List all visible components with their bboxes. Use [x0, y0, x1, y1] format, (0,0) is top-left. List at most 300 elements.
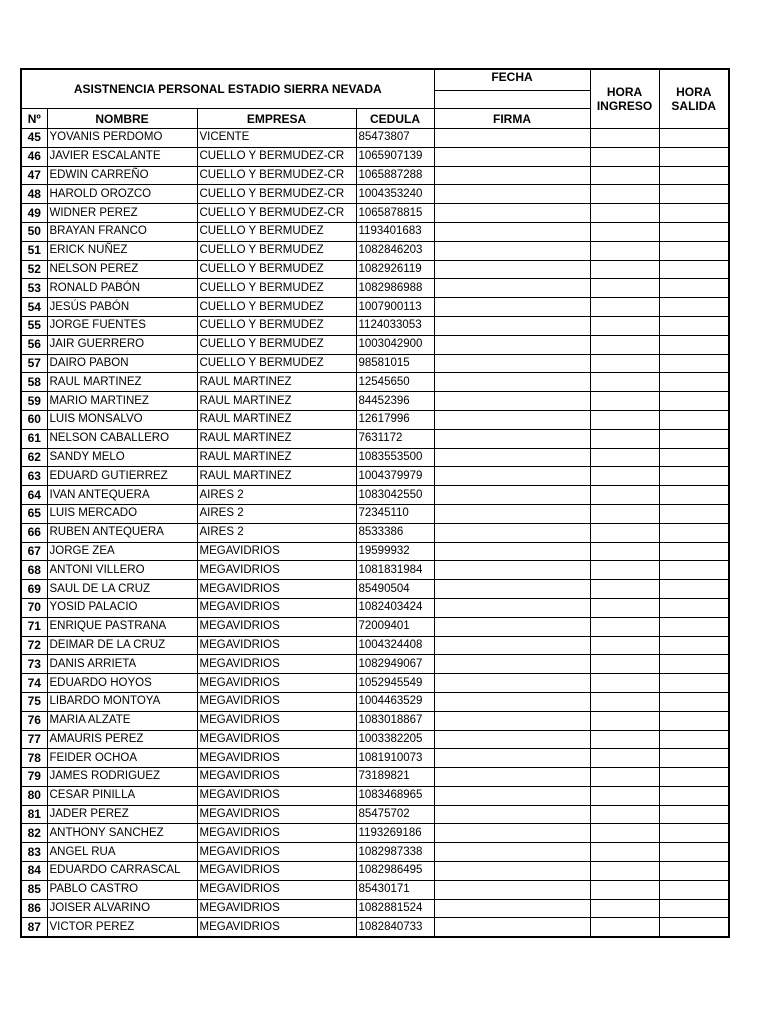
row-firma-cell[interactable]	[434, 147, 590, 166]
row-hora-ingreso-cell[interactable]	[590, 166, 659, 185]
row-empresa: MEGAVIDRIOS	[197, 843, 356, 862]
table-row	[21, 486, 729, 505]
row-empresa: CUELLO Y BERMUDEZ	[197, 316, 356, 335]
hora-ingreso-header	[590, 69, 659, 129]
row-hora-ingreso-cell[interactable]	[590, 768, 659, 787]
row-number: 67	[21, 542, 47, 561]
table-row	[21, 711, 729, 730]
row-empresa: CUELLO Y BERMUDEZ	[197, 222, 356, 241]
row-empresa: RAUL MARTINEZ	[197, 392, 356, 411]
row-nombre: EDUARDO CARRASCAL	[47, 862, 197, 881]
table-row	[21, 899, 729, 918]
col-header-num: Nº	[21, 109, 47, 129]
row-cedula: 19599932	[356, 542, 434, 561]
row-firma-cell[interactable]	[434, 335, 590, 354]
row-nombre: LIBARDO MONTOYA	[47, 692, 197, 711]
row-hora-ingreso-cell[interactable]	[590, 674, 659, 693]
table-row	[21, 241, 729, 260]
row-number: 54	[21, 298, 47, 317]
row-firma-cell[interactable]	[434, 843, 590, 862]
row-number: 71	[21, 617, 47, 636]
row-firma-cell[interactable]	[434, 523, 590, 542]
row-cedula: 85475702	[356, 805, 434, 824]
row-firma-cell[interactable]	[434, 899, 590, 918]
row-hora-salida-cell[interactable]	[659, 185, 729, 204]
row-hora-ingreso-cell[interactable]	[590, 805, 659, 824]
row-nombre: MARIO MARTINEZ	[47, 392, 197, 411]
row-empresa: MEGAVIDRIOS	[197, 636, 356, 655]
row-number: 59	[21, 392, 47, 411]
row-empresa: AIRES 2	[197, 486, 356, 505]
row-number: 46	[21, 147, 47, 166]
row-empresa: CUELLO Y BERMUDEZ-CR	[197, 185, 356, 204]
row-hora-salida-cell[interactable]	[659, 373, 729, 392]
row-hora-salida-cell[interactable]	[659, 166, 729, 185]
table-row	[21, 222, 729, 241]
row-empresa: RAUL MARTINEZ	[197, 373, 356, 392]
table-row	[21, 260, 729, 279]
row-firma-cell[interactable]	[434, 655, 590, 674]
row-cedula: 85430171	[356, 880, 434, 899]
row-empresa: MEGAVIDRIOS	[197, 674, 356, 693]
row-number: 81	[21, 805, 47, 824]
row-firma-cell[interactable]	[434, 636, 590, 655]
row-firma-cell[interactable]	[434, 204, 590, 223]
row-hora-salida-cell[interactable]	[659, 768, 729, 787]
table-row	[21, 316, 729, 335]
row-cedula: 1052945549	[356, 674, 434, 693]
row-cedula: 1007900113	[356, 298, 434, 317]
table-row	[21, 448, 729, 467]
row-cedula: 8533386	[356, 523, 434, 542]
row-number: 58	[21, 373, 47, 392]
table-row	[21, 392, 729, 411]
row-firma-cell[interactable]	[434, 448, 590, 467]
table-row	[21, 467, 729, 486]
row-hora-ingreso-cell[interactable]	[590, 655, 659, 674]
row-hora-salida-cell[interactable]	[659, 298, 729, 317]
row-empresa: AIRES 2	[197, 523, 356, 542]
row-hora-ingreso-cell[interactable]	[590, 749, 659, 768]
row-nombre: EDUARDO HOYOS	[47, 674, 197, 693]
hora-salida-header	[659, 69, 729, 129]
row-nombre: DAIRO PABON	[47, 354, 197, 373]
row-nombre: JADER PEREZ	[47, 805, 197, 824]
row-cedula: 1065907139	[356, 147, 434, 166]
row-nombre: PABLO CASTRO	[47, 880, 197, 899]
row-nombre: SAUL DE LA CRUZ	[47, 580, 197, 599]
row-number: 52	[21, 260, 47, 279]
row-hora-salida-cell[interactable]	[659, 862, 729, 881]
row-cedula: 1004353240	[356, 185, 434, 204]
row-firma-cell[interactable]	[434, 598, 590, 617]
table-row	[21, 636, 729, 655]
fecha-value-cell[interactable]	[434, 90, 590, 108]
row-cedula: 72009401	[356, 617, 434, 636]
row-empresa: MEGAVIDRIOS	[197, 598, 356, 617]
row-empresa: MEGAVIDRIOS	[197, 692, 356, 711]
row-hora-ingreso-cell[interactable]	[590, 561, 659, 580]
row-nombre: BRAYAN FRANCO	[47, 222, 197, 241]
row-hora-ingreso-cell[interactable]	[590, 542, 659, 561]
row-hora-salida-cell[interactable]	[659, 674, 729, 693]
row-hora-ingreso-cell[interactable]	[590, 711, 659, 730]
row-firma-cell[interactable]	[434, 918, 590, 937]
row-hora-ingreso-cell[interactable]	[590, 486, 659, 505]
row-hora-ingreso-cell[interactable]	[590, 598, 659, 617]
table-row	[21, 730, 729, 749]
row-firma-cell[interactable]	[434, 805, 590, 824]
row-hora-ingreso-cell[interactable]	[590, 824, 659, 843]
row-nombre: EDUARD GUTIERREZ	[47, 467, 197, 486]
row-empresa: RAUL MARTINEZ	[197, 410, 356, 429]
row-cedula: 73189821	[356, 768, 434, 787]
row-hora-salida-cell[interactable]	[659, 655, 729, 674]
row-empresa: MEGAVIDRIOS	[197, 749, 356, 768]
row-hora-salida-cell[interactable]	[659, 260, 729, 279]
table-row	[21, 692, 729, 711]
table-row	[21, 147, 729, 166]
col-header-nombre: NOMBRE	[47, 109, 197, 129]
row-hora-salida-cell[interactable]	[659, 786, 729, 805]
row-cedula: 1082881524	[356, 899, 434, 918]
row-hora-salida-cell[interactable]	[659, 749, 729, 768]
row-firma-cell[interactable]	[434, 166, 590, 185]
row-hora-salida-cell[interactable]	[659, 279, 729, 298]
row-empresa: MEGAVIDRIOS	[197, 880, 356, 899]
row-hora-ingreso-cell[interactable]	[590, 354, 659, 373]
row-number: 48	[21, 185, 47, 204]
row-cedula: 1193269186	[356, 824, 434, 843]
row-empresa: MEGAVIDRIOS	[197, 542, 356, 561]
row-empresa: MEGAVIDRIOS	[197, 655, 356, 674]
row-cedula: 1083553500	[356, 448, 434, 467]
row-hora-salida-cell[interactable]	[659, 147, 729, 166]
row-nombre: JAMES RODRIGUEZ	[47, 768, 197, 787]
row-cedula: 1083018867	[356, 711, 434, 730]
row-hora-ingreso-cell[interactable]	[590, 843, 659, 862]
row-empresa: AIRES 2	[197, 504, 356, 523]
row-hora-ingreso-cell[interactable]	[590, 580, 659, 599]
row-nombre: ANTHONY SANCHEZ	[47, 824, 197, 843]
row-hora-salida-cell[interactable]	[659, 335, 729, 354]
row-firma-cell[interactable]	[434, 504, 590, 523]
row-nombre: CESAR PINILLA	[47, 786, 197, 805]
row-firma-cell[interactable]	[434, 768, 590, 787]
table-row	[21, 298, 729, 317]
row-hora-ingreso-cell[interactable]	[590, 185, 659, 204]
row-hora-ingreso-cell[interactable]	[590, 617, 659, 636]
row-hora-salida-cell[interactable]	[659, 899, 729, 918]
row-cedula: 72345110	[356, 504, 434, 523]
row-hora-ingreso-cell[interactable]	[590, 862, 659, 881]
row-nombre: ANTONI VILLERO	[47, 561, 197, 580]
row-nombre: JOISER ALVARINO	[47, 899, 197, 918]
row-hora-salida-cell[interactable]	[659, 918, 729, 937]
row-hora-salida-cell[interactable]	[659, 824, 729, 843]
col-header-empresa: EMPRESA	[197, 109, 356, 129]
row-hora-ingreso-cell[interactable]	[590, 222, 659, 241]
row-hora-salida-cell[interactable]	[659, 617, 729, 636]
row-cedula: 1082840733	[356, 918, 434, 937]
row-hora-ingreso-cell[interactable]	[590, 786, 659, 805]
row-empresa: CUELLO Y BERMUDEZ	[197, 279, 356, 298]
table-row	[21, 786, 729, 805]
row-empresa: MEGAVIDRIOS	[197, 711, 356, 730]
row-number: 82	[21, 824, 47, 843]
table-row	[21, 429, 729, 448]
row-firma-cell[interactable]	[434, 298, 590, 317]
row-hora-salida-cell[interactable]	[659, 429, 729, 448]
row-hora-salida-cell[interactable]	[659, 561, 729, 580]
row-hora-salida-cell[interactable]	[659, 316, 729, 335]
row-nombre: IVAN ANTEQUERA	[47, 486, 197, 505]
row-nombre: DEIMAR DE LA CRUZ	[47, 636, 197, 655]
row-hora-ingreso-cell[interactable]	[590, 335, 659, 354]
row-firma-cell[interactable]	[434, 561, 590, 580]
row-cedula: 1003042900	[356, 335, 434, 354]
row-empresa: CUELLO Y BERMUDEZ	[197, 354, 356, 373]
row-firma-cell[interactable]	[434, 429, 590, 448]
attendance-rows	[21, 129, 729, 938]
row-firma-cell[interactable]	[434, 749, 590, 768]
row-number: 76	[21, 711, 47, 730]
table-row	[21, 805, 729, 824]
row-firma-cell[interactable]	[434, 880, 590, 899]
row-hora-ingreso-cell[interactable]	[590, 316, 659, 335]
row-cedula: 1082949067	[356, 655, 434, 674]
row-firma-cell[interactable]	[434, 129, 590, 148]
row-firma-cell[interactable]	[434, 316, 590, 335]
row-hora-salida-cell[interactable]	[659, 805, 729, 824]
row-number: 65	[21, 504, 47, 523]
row-firma-cell[interactable]	[434, 279, 590, 298]
row-hora-salida-cell[interactable]	[659, 580, 729, 599]
row-firma-cell[interactable]	[434, 222, 590, 241]
row-nombre: RONALD PABÓN	[47, 279, 197, 298]
row-firma-cell[interactable]	[434, 486, 590, 505]
row-cedula: 12617996	[356, 410, 434, 429]
row-hora-ingreso-cell[interactable]	[590, 467, 659, 486]
attendance-sheet	[20, 68, 730, 938]
row-cedula: 98581015	[356, 354, 434, 373]
row-number: 47	[21, 166, 47, 185]
table-row	[21, 843, 729, 862]
row-hora-ingreso-cell[interactable]	[590, 241, 659, 260]
table-row	[21, 335, 729, 354]
row-nombre: WIDNER PEREZ	[47, 204, 197, 223]
row-empresa: CUELLO Y BERMUDEZ-CR	[197, 166, 356, 185]
row-number: 60	[21, 410, 47, 429]
row-number: 80	[21, 786, 47, 805]
row-nombre: YOSID PALACIO	[47, 598, 197, 617]
row-hora-salida-cell[interactable]	[659, 410, 729, 429]
row-empresa: MEGAVIDRIOS	[197, 561, 356, 580]
row-number: 64	[21, 486, 47, 505]
row-empresa: MEGAVIDRIOS	[197, 824, 356, 843]
row-number: 72	[21, 636, 47, 655]
row-number: 86	[21, 899, 47, 918]
row-number: 74	[21, 674, 47, 693]
row-number: 68	[21, 561, 47, 580]
row-empresa: CUELLO Y BERMUDEZ	[197, 298, 356, 317]
row-nombre: NELSON CABALLERO	[47, 429, 197, 448]
col-header-firma: FIRMA	[434, 109, 590, 129]
row-firma-cell[interactable]	[434, 410, 590, 429]
row-hora-salida-cell[interactable]	[659, 843, 729, 862]
row-hora-salida-cell[interactable]	[659, 241, 729, 260]
row-empresa: RAUL MARTINEZ	[197, 467, 356, 486]
row-hora-salida-cell[interactable]	[659, 448, 729, 467]
row-hora-ingreso-cell[interactable]	[590, 373, 659, 392]
row-cedula: 1082846203	[356, 241, 434, 260]
row-hora-ingreso-cell[interactable]	[590, 692, 659, 711]
row-firma-cell[interactable]	[434, 617, 590, 636]
table-row	[21, 749, 729, 768]
row-hora-ingreso-cell[interactable]	[590, 147, 659, 166]
row-firma-cell[interactable]	[434, 711, 590, 730]
row-hora-salida-cell[interactable]	[659, 222, 729, 241]
row-hora-salida-cell[interactable]	[659, 486, 729, 505]
row-empresa: MEGAVIDRIOS	[197, 786, 356, 805]
row-hora-ingreso-cell[interactable]	[590, 730, 659, 749]
row-nombre: MARIA ALZATE	[47, 711, 197, 730]
row-number: 62	[21, 448, 47, 467]
row-cedula: 1003382205	[356, 730, 434, 749]
row-hora-ingreso-cell[interactable]	[590, 260, 659, 279]
table-row	[21, 129, 729, 148]
row-hora-ingreso-cell[interactable]	[590, 899, 659, 918]
table-row	[21, 768, 729, 787]
row-nombre: FEIDER OCHOA	[47, 749, 197, 768]
row-number: 61	[21, 429, 47, 448]
row-firma-cell[interactable]	[434, 542, 590, 561]
row-cedula: 1004324408	[356, 636, 434, 655]
row-hora-salida-cell[interactable]	[659, 204, 729, 223]
row-hora-salida-cell[interactable]	[659, 598, 729, 617]
row-hora-ingreso-cell[interactable]	[590, 504, 659, 523]
row-cedula: 1065887288	[356, 166, 434, 185]
row-hora-salida-cell[interactable]	[659, 129, 729, 148]
row-nombre: YOVANIS PERDOMO	[47, 129, 197, 148]
table-row	[21, 410, 729, 429]
row-hora-salida-cell[interactable]	[659, 636, 729, 655]
table-row	[21, 862, 729, 881]
row-hora-salida-cell[interactable]	[659, 504, 729, 523]
row-hora-salida-cell[interactable]	[659, 880, 729, 899]
table-row	[21, 279, 729, 298]
row-hora-salida-cell[interactable]	[659, 542, 729, 561]
row-hora-salida-cell[interactable]	[659, 692, 729, 711]
row-hora-ingreso-cell[interactable]	[590, 880, 659, 899]
row-firma-cell[interactable]	[434, 862, 590, 881]
row-number: 83	[21, 843, 47, 862]
row-hora-ingreso-cell[interactable]	[590, 448, 659, 467]
row-hora-ingreso-cell[interactable]	[590, 279, 659, 298]
row-firma-cell[interactable]	[434, 580, 590, 599]
row-firma-cell[interactable]	[434, 354, 590, 373]
row-hora-ingreso-cell[interactable]	[590, 429, 659, 448]
row-hora-ingreso-cell[interactable]	[590, 523, 659, 542]
row-hora-salida-cell[interactable]	[659, 523, 729, 542]
row-number: 55	[21, 316, 47, 335]
row-empresa: MEGAVIDRIOS	[197, 862, 356, 881]
row-hora-salida-cell[interactable]	[659, 392, 729, 411]
row-firma-cell[interactable]	[434, 373, 590, 392]
hora-salida-label: HORA SALIDA	[671, 85, 717, 113]
row-cedula: 1004379979	[356, 467, 434, 486]
row-firma-cell[interactable]	[434, 730, 590, 749]
row-firma-cell[interactable]	[434, 392, 590, 411]
table-row	[21, 523, 729, 542]
row-cedula: 1004463529	[356, 692, 434, 711]
row-hora-salida-cell[interactable]	[659, 730, 729, 749]
row-firma-cell[interactable]	[434, 260, 590, 279]
fecha-label: FECHA	[434, 69, 590, 90]
row-hora-ingreso-cell[interactable]	[590, 204, 659, 223]
table-row	[21, 598, 729, 617]
row-hora-ingreso-cell[interactable]	[590, 129, 659, 148]
row-firma-cell[interactable]	[434, 674, 590, 693]
row-nombre: JORGE FUENTES	[47, 316, 197, 335]
row-hora-ingreso-cell[interactable]	[590, 392, 659, 411]
table-row	[21, 880, 729, 899]
row-number: 50	[21, 222, 47, 241]
row-firma-cell[interactable]	[434, 241, 590, 260]
row-firma-cell[interactable]	[434, 692, 590, 711]
row-nombre: AMAURIS PEREZ	[47, 730, 197, 749]
row-nombre: JORGE ZEA	[47, 542, 197, 561]
row-hora-ingreso-cell[interactable]	[590, 636, 659, 655]
row-number: 75	[21, 692, 47, 711]
row-firma-cell[interactable]	[434, 824, 590, 843]
row-empresa: RAUL MARTINEZ	[197, 448, 356, 467]
row-cedula: 85490504	[356, 580, 434, 599]
row-empresa: MEGAVIDRIOS	[197, 899, 356, 918]
row-nombre: SANDY MELO	[47, 448, 197, 467]
row-cedula: 1065878815	[356, 204, 434, 223]
row-nombre: VICTOR PEREZ	[47, 918, 197, 937]
table-row	[21, 674, 729, 693]
row-number: 79	[21, 768, 47, 787]
row-hora-salida-cell[interactable]	[659, 354, 729, 373]
table-row	[21, 824, 729, 843]
row-hora-ingreso-cell[interactable]	[590, 918, 659, 937]
row-hora-ingreso-cell[interactable]	[590, 410, 659, 429]
row-cedula: 1081910073	[356, 749, 434, 768]
row-cedula: 1083468965	[356, 786, 434, 805]
row-empresa: CUELLO Y BERMUDEZ	[197, 335, 356, 354]
row-number: 70	[21, 598, 47, 617]
row-empresa: CUELLO Y BERMUDEZ	[197, 241, 356, 260]
row-cedula: 85473807	[356, 129, 434, 148]
row-number: 49	[21, 204, 47, 223]
row-firma-cell[interactable]	[434, 467, 590, 486]
row-hora-ingreso-cell[interactable]	[590, 298, 659, 317]
row-empresa: MEGAVIDRIOS	[197, 580, 356, 599]
row-hora-salida-cell[interactable]	[659, 711, 729, 730]
row-hora-salida-cell[interactable]	[659, 467, 729, 486]
row-empresa: MEGAVIDRIOS	[197, 768, 356, 787]
row-cedula: 1124033053	[356, 316, 434, 335]
row-number: 77	[21, 730, 47, 749]
row-cedula: 1082987338	[356, 843, 434, 862]
row-cedula: 1082403424	[356, 598, 434, 617]
row-firma-cell[interactable]	[434, 786, 590, 805]
row-number: 45	[21, 129, 47, 148]
table-row	[21, 561, 729, 580]
row-firma-cell[interactable]	[434, 185, 590, 204]
